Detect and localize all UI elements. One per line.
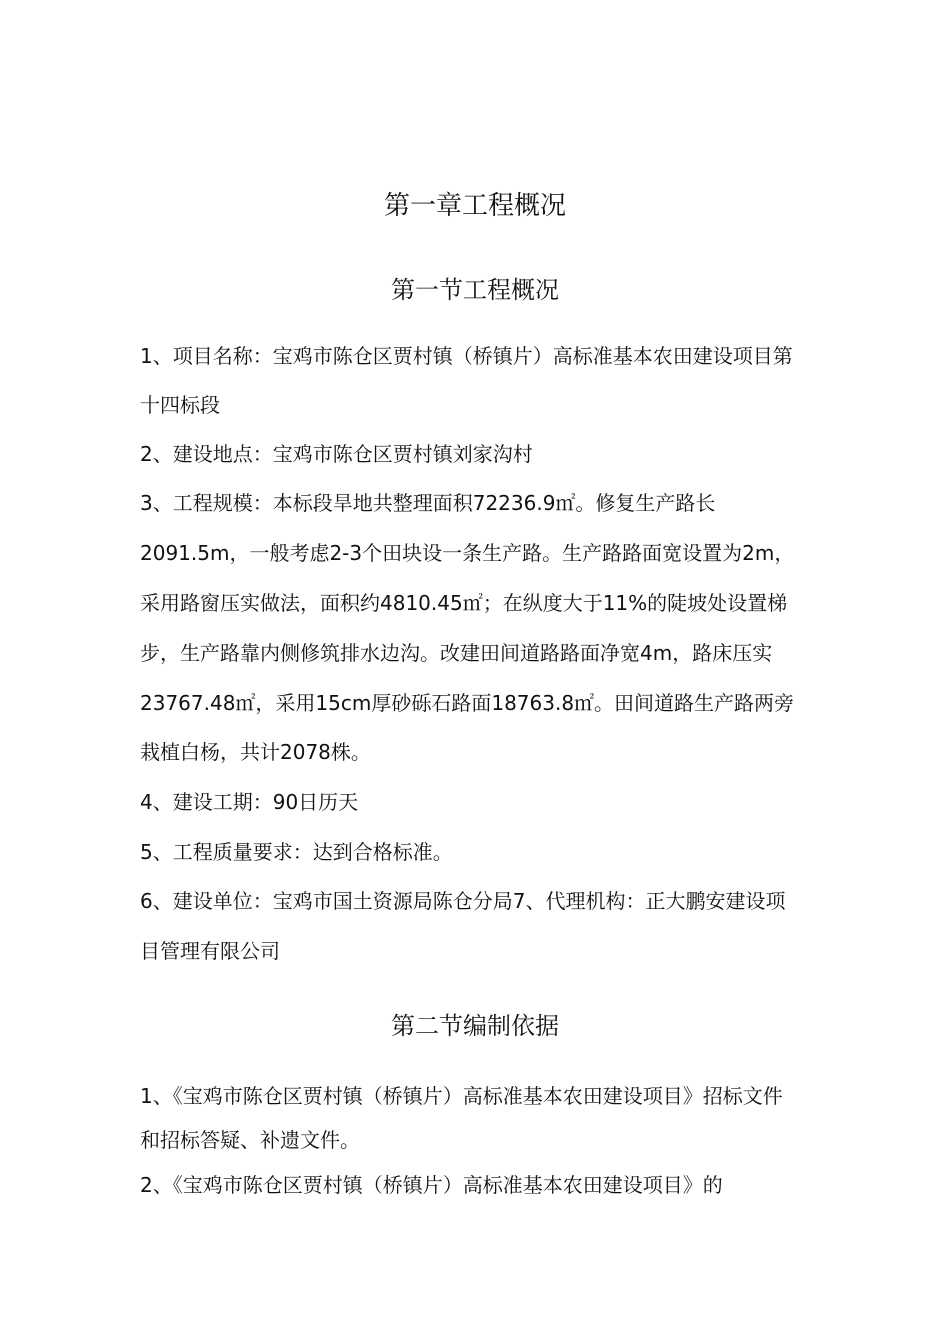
paragraph-line: 和招标答疑、补遗文件。 bbox=[140, 1128, 360, 1152]
paragraph-line: 采用路窗压实做法，面积约4810.45㎡；在纵度大于11%的陡坡处设置梯 bbox=[140, 591, 788, 615]
paragraph-line: 2091.5m，一般考虑2-3个田块设一条生产路。生产路路面宽设置为2m， bbox=[140, 541, 795, 565]
paragraph-line: 3、工程规模：本标段旱地共整理面积72236.9㎡。修复生产路长 bbox=[140, 491, 716, 515]
paragraph-line: 5、工程质量要求：达到合格标准。 bbox=[140, 840, 453, 864]
paragraph-line: 1、项目名称：宝鸡市陈仓区贾村镇（桥镇片）高标准基本农田建设项目第 bbox=[140, 344, 793, 368]
paragraph-line: 1、《宝鸡市陈仓区贾村镇（桥镇片）高标准基本农田建设项目》招标文件 bbox=[140, 1084, 783, 1108]
paragraph-line: 23767.48㎡，采用15cm厚砂砾石路面18763.8㎡。田间道路生产路两旁 bbox=[140, 691, 795, 715]
section-title-2: 第二节编制依据 bbox=[391, 1012, 559, 1040]
paragraph-line: 栽植白杨，共计2078株。 bbox=[140, 740, 371, 764]
paragraph-line: 步，生产路靠内侧修筑排水边沟。改建田间道路路面净宽4m，路床压实 bbox=[140, 641, 773, 665]
paragraph-line: 2、《宝鸡市陈仓区贾村镇（桥镇片）高标准基本农田建设项目》的 bbox=[140, 1173, 723, 1197]
paragraph-line: 2、建设地点：宝鸡市陈仓区贾村镇刘家沟村 bbox=[140, 442, 533, 466]
chapter-title: 第一章工程概况 bbox=[383, 191, 566, 221]
paragraph-line: 4、建设工期：90日历天 bbox=[140, 790, 359, 814]
section-title-1: 第一节工程概况 bbox=[391, 276, 559, 304]
paragraph-line: 6、建设单位：宝鸡市国土资源局陈仓分局7、代理机构：正大鹏安建设项 bbox=[140, 889, 786, 913]
paragraph-line: 目管理有限公司 bbox=[140, 939, 280, 963]
paragraph-line: 十四标段 bbox=[140, 393, 220, 417]
